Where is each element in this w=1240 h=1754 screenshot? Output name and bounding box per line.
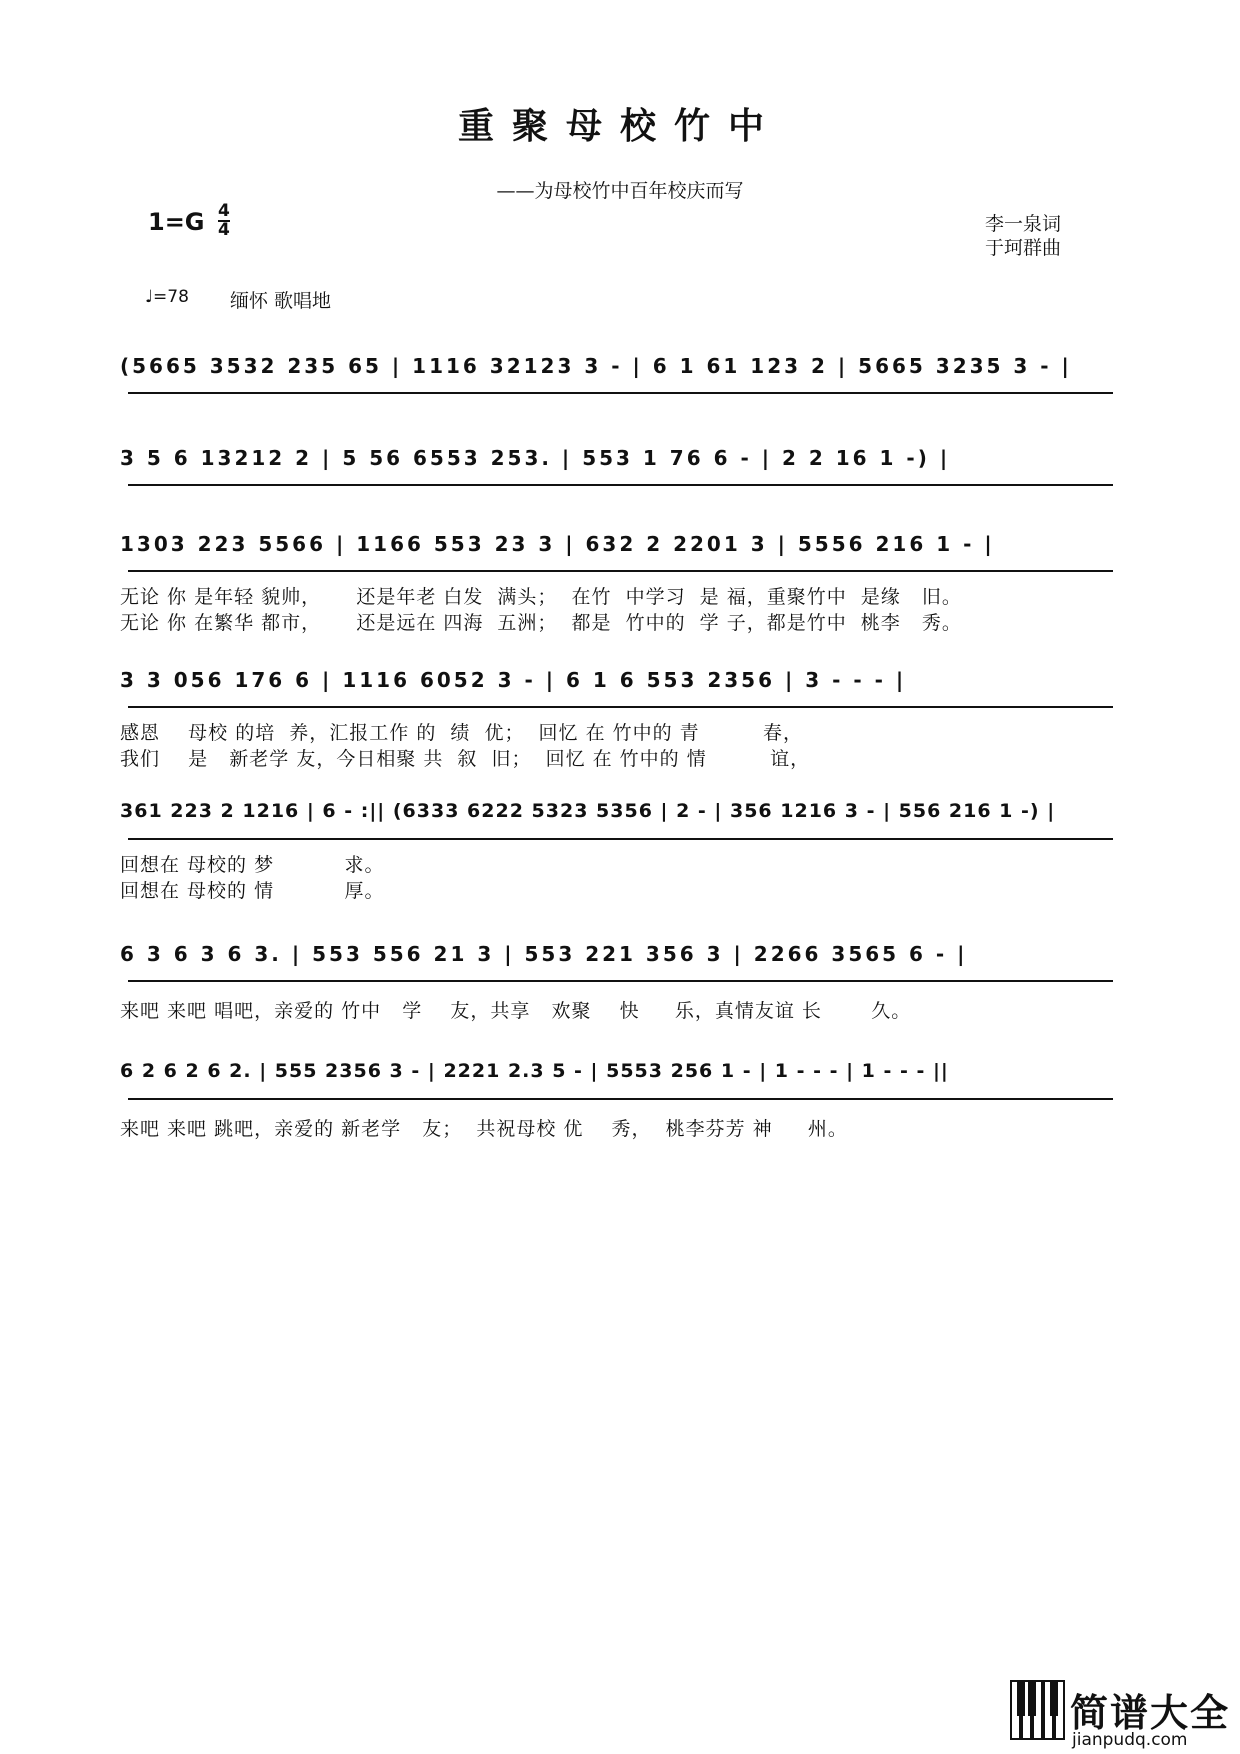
- lyrics-line-3-verse-2: 无论 你 在繁华 都市， 还是远在 四海 五洲； 都是 竹中的 学 子，都是竹中 桃李 秀。: [120, 612, 962, 634]
- notes-line-7: 6 2 6 2 6 2. | 555 2356 3 - | 2221 2.3 5 - | 5553 256 1 - | 1 - - - | 1 - - - ||: [120, 1060, 949, 1082]
- meter-bottom: 4: [218, 220, 230, 240]
- score-line-3: [120, 522, 1120, 642]
- lyrics-line-4-verse-2: 我们 是 新老学 友，今日相聚 共 叙 旧； 回忆 在 竹中的 情 谊，: [120, 748, 811, 770]
- logo-name: 简谱大全: [1070, 1691, 1231, 1735]
- logo-url: jianpudq.com: [1072, 1730, 1188, 1750]
- key-signature: 1=G: [148, 208, 205, 236]
- meter-top: 4: [218, 201, 230, 221]
- notes-line-2: 3 5 6 13212 2 | 5 56 6553 253. | 553 1 76 6 - | 2 2 16 1 -) |: [120, 446, 951, 470]
- score-line-4: [120, 658, 1120, 778]
- notes-line-3: 1303 223 5566 | 1166 553 23 3 | 632 2 2201 3 | 5556 216 1 - |: [120, 532, 995, 556]
- score-line-6: [120, 932, 1120, 1022]
- score-line-7: [120, 1050, 1120, 1140]
- score-line-5: [120, 790, 1120, 910]
- lyricist: 李一泉词: [985, 213, 1062, 235]
- lyrics-line-3-verse-1: 无论 你 是年轻 貌帅， 还是年老 白发 满头； 在竹 中学习 是 福，重聚竹中 是缘 旧。: [120, 586, 962, 608]
- lyrics-line-4-verse-1: 感恩 母校 的培 养，汇报工作 的 绩 优； 回忆 在 竹中的 青 春，: [120, 722, 804, 744]
- expression-mark: 缅怀 歌唱地: [230, 290, 332, 312]
- lyrics-line-7: 来吧 来吧 跳吧，亲爱的 新老学 友； 共祝母校 优 秀， 桃李芬芳 神 州。: [120, 1118, 848, 1140]
- lyrics-line-5-verse-1: 回想在 母校的 梦 求。: [120, 854, 385, 876]
- score-line-1: [120, 340, 1120, 400]
- notes-line-1: (5665 3532 235 65 | 1116 32123 3 - | 6 1 61 123 2 | 5665 3235 3 - |: [120, 354, 1072, 378]
- notes-line-5: 361 223 2 1216 | 6 - :|| (6333 6222 5323 5356 | 2 - | 356 1216 3 - | 556 216 1 -) |: [120, 800, 1056, 822]
- lyrics-line-5-verse-2: 回想在 母校的 情 厚。: [120, 880, 385, 902]
- page-title: 重聚母校竹中: [457, 105, 782, 147]
- time-signature: [218, 203, 230, 239]
- site-logo: [1010, 1680, 1240, 1754]
- page-subtitle: ——为母校竹中百年校庆而写: [496, 180, 744, 202]
- lyrics-line-6: 来吧 来吧 唱吧，亲爱的 竹中 学 友，共享 欢聚 快 乐，真情友谊 长 久。: [120, 1000, 912, 1022]
- composer: 于珂群曲: [985, 237, 1062, 259]
- score-line-2: [120, 432, 1120, 492]
- notes-line-4: 3 3 056 176 6 | 1116 6052 3 - | 6 1 6 553 2356 | 3 - - - |: [120, 668, 907, 692]
- notes-line-6: 6 3 6 3 6 3. | 553 556 21 3 | 553 221 356 3 | 2266 3565 6 - |: [120, 942, 968, 966]
- tempo-mark: ♩=78: [145, 287, 189, 307]
- credits: [985, 212, 1061, 260]
